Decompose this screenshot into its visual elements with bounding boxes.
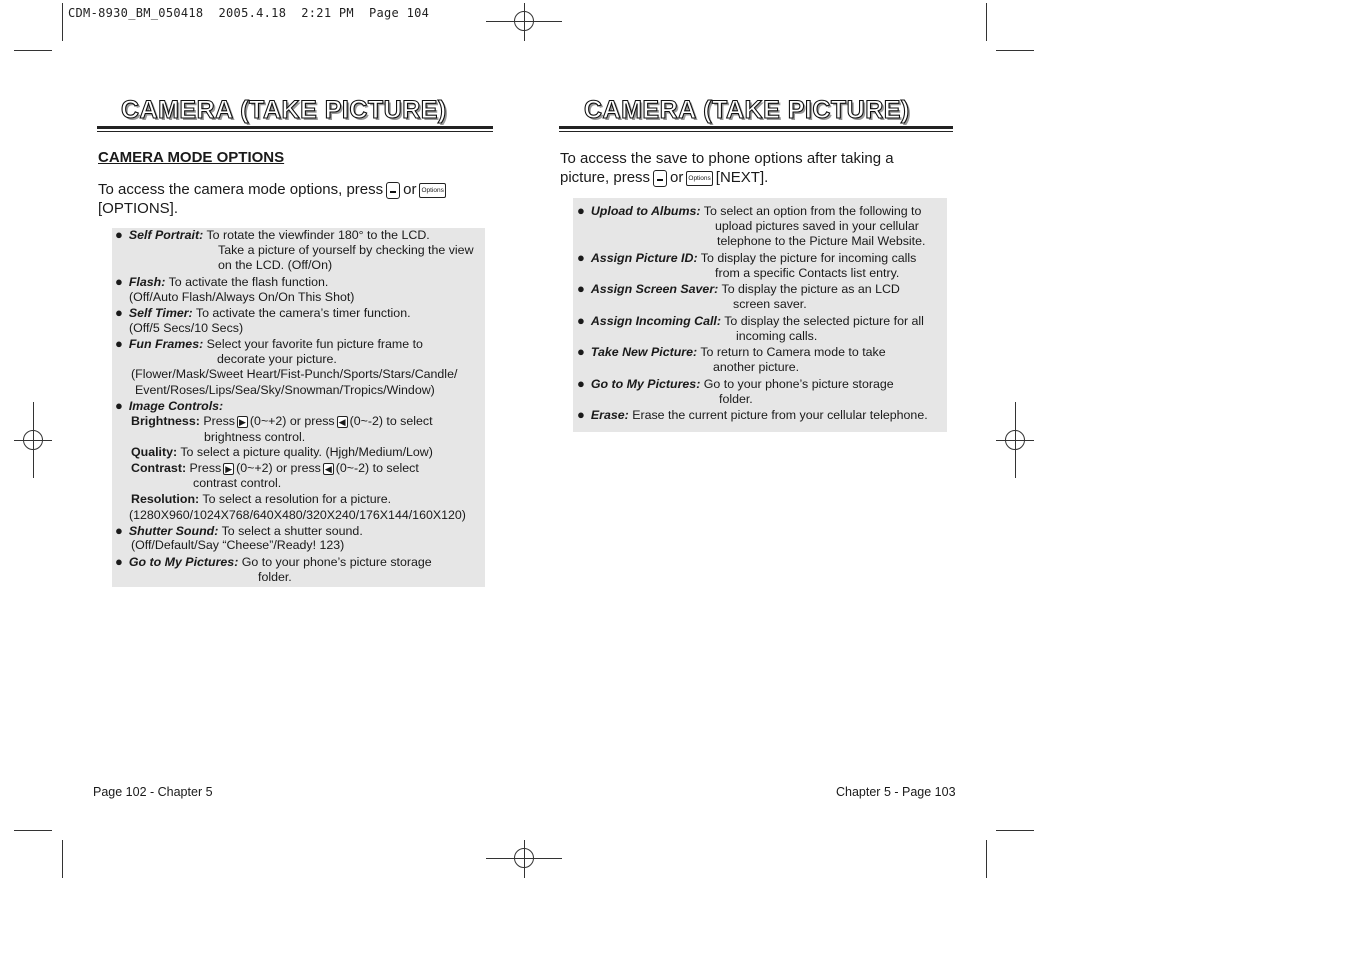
bullet-icon: ● <box>577 281 585 296</box>
bullet-icon: ● <box>577 203 585 218</box>
list-item: ● Go to My Pictures: Go to your phone’s picture storage <box>577 376 894 391</box>
section-heading: CAMERA MODE OPTIONS <box>98 149 285 166</box>
list-item: ● Go to My Pictures: Go to your phone’s picture storage <box>115 554 432 569</box>
bullet-icon: ● <box>115 554 123 569</box>
right-intro: To access the save to phone options after taking a picture, press or Options [NEXT]. <box>560 150 894 186</box>
list-item: ● Self Portrait: To rotate the viewfinder 180° to the LCD. <box>115 227 430 242</box>
list-item: ● Assign Picture ID: To display the picture for incoming calls <box>577 250 917 265</box>
list-item: ● Erase: Erase the current picture from your cellular telephone. <box>577 407 928 422</box>
list-item-text: telephone to the Picture Mail Website. <box>717 234 926 248</box>
bullet-icon: ● <box>115 398 123 413</box>
list-item: ● Self Timer: To activate the camera’s timer function. <box>115 305 411 320</box>
contrast-line: Contrast: Press ▶ (0~+2) or press ◀ (0~-2) to select <box>131 461 419 475</box>
soft-key-icon <box>386 182 400 199</box>
right-arrow-key-icon: ▶ <box>225 463 233 474</box>
bullet-icon: ● <box>115 336 123 351</box>
list-item: ● Fun Frames: Select your favorite fun picture frame to <box>115 336 423 351</box>
list-item: ● Shutter Sound: To select a shutter sound. <box>115 523 363 538</box>
list-item: ● Upload to Albums: To select an option from the following to <box>577 203 922 218</box>
list-item-text: Take a picture of yourself by checking the view <box>218 243 474 257</box>
list-item-text: (Off/Auto Flash/Always On/On This Shot) <box>129 290 355 304</box>
bullet-icon: ● <box>577 407 585 422</box>
right-title-rule-thin <box>559 131 953 132</box>
list-item-text: brightness control. <box>204 430 306 444</box>
list-item: ● Take New Picture: To return to Camera mode to take <box>577 344 886 359</box>
list-item: ● Assign Incoming Call: To display the selected picture for all <box>577 313 924 328</box>
left-arrow-key-icon: ◀ <box>324 463 332 474</box>
right-page-title: CAMERA (TAKE PICTURE) <box>584 96 910 124</box>
right-title-rule <box>559 126 953 129</box>
list-item: ● Flash: To activate the flash function. <box>115 274 329 289</box>
list-item-text: (Off/5 Secs/10 Secs) <box>129 321 244 335</box>
bullet-icon: ● <box>115 274 123 289</box>
left-title-rule-thin <box>97 131 493 132</box>
left-page-footer: Page 102 - Chapter 5 <box>93 785 213 799</box>
left-intro: To access the camera mode options, press or Options [OPTIONS]. <box>98 181 444 217</box>
bullet-icon: ● <box>577 344 585 359</box>
soft-key-icon <box>653 170 667 187</box>
list-item-text: contrast control. <box>193 476 282 490</box>
list-item-text: screen saver. <box>733 297 807 311</box>
list-item: ● Assign Screen Saver: To display the picture as an LCD <box>577 281 900 296</box>
print-slug: CDM-8930_BM_050418 2005.4.18 2:21 PM Page 104 <box>68 6 430 20</box>
list-item-text: folder. <box>719 392 753 406</box>
list-item-text: (Flower/Mask/Sweet Heart/Fist-Punch/Sports/Stars/Candle/ <box>131 367 458 381</box>
list-item-text: upload pictures saved in your cellular <box>715 219 919 233</box>
left-page-title: CAMERA (TAKE PICTURE) <box>121 96 447 124</box>
bullet-icon: ● <box>577 250 585 265</box>
list-item-text: folder. <box>258 570 292 584</box>
left-arrow-key-icon: ◀ <box>338 416 346 427</box>
list-item-text: Event/Roses/Lips/Sea/Sky/Snowman/Tropics/Window) <box>135 383 435 397</box>
right-page-footer: Chapter 5 - Page 103 <box>836 785 956 799</box>
list-item-text: decorate your picture. <box>217 352 337 366</box>
options-key-icon: Options <box>419 183 445 198</box>
list-item-text: from a specific Contacts list entry. <box>715 266 900 280</box>
list-item: ● Image Controls: <box>115 398 224 413</box>
bullet-icon: ● <box>577 313 585 328</box>
list-item-text: (Off/Default/Say “Cheese”/Ready! 123) <box>131 538 345 552</box>
brightness-line: Brightness: Press ▶ (0~+2) or press ◀ (0~-2) to select <box>131 414 433 428</box>
quality-line: Quality: To select a picture quality. (Hjgh/Medium/Low) <box>131 445 433 459</box>
options-key-icon: Options <box>686 171 712 186</box>
bullet-icon: ● <box>577 376 585 391</box>
bullet-icon: ● <box>115 523 123 538</box>
list-item-text: another picture. <box>713 360 800 374</box>
resolution-line: Resolution: To select a resolution for a picture. <box>131 492 392 506</box>
bullet-icon: ● <box>115 305 123 320</box>
list-item-text: (1280X960/1024X768/640X480/320X240/176X144/160X120) <box>129 508 466 522</box>
left-title-rule <box>97 126 493 129</box>
right-arrow-key-icon: ▶ <box>239 416 246 427</box>
list-item-text: on the LCD. (Off/On) <box>218 258 333 272</box>
bullet-icon: ● <box>115 227 123 242</box>
list-item-text: incoming calls. <box>736 329 818 343</box>
